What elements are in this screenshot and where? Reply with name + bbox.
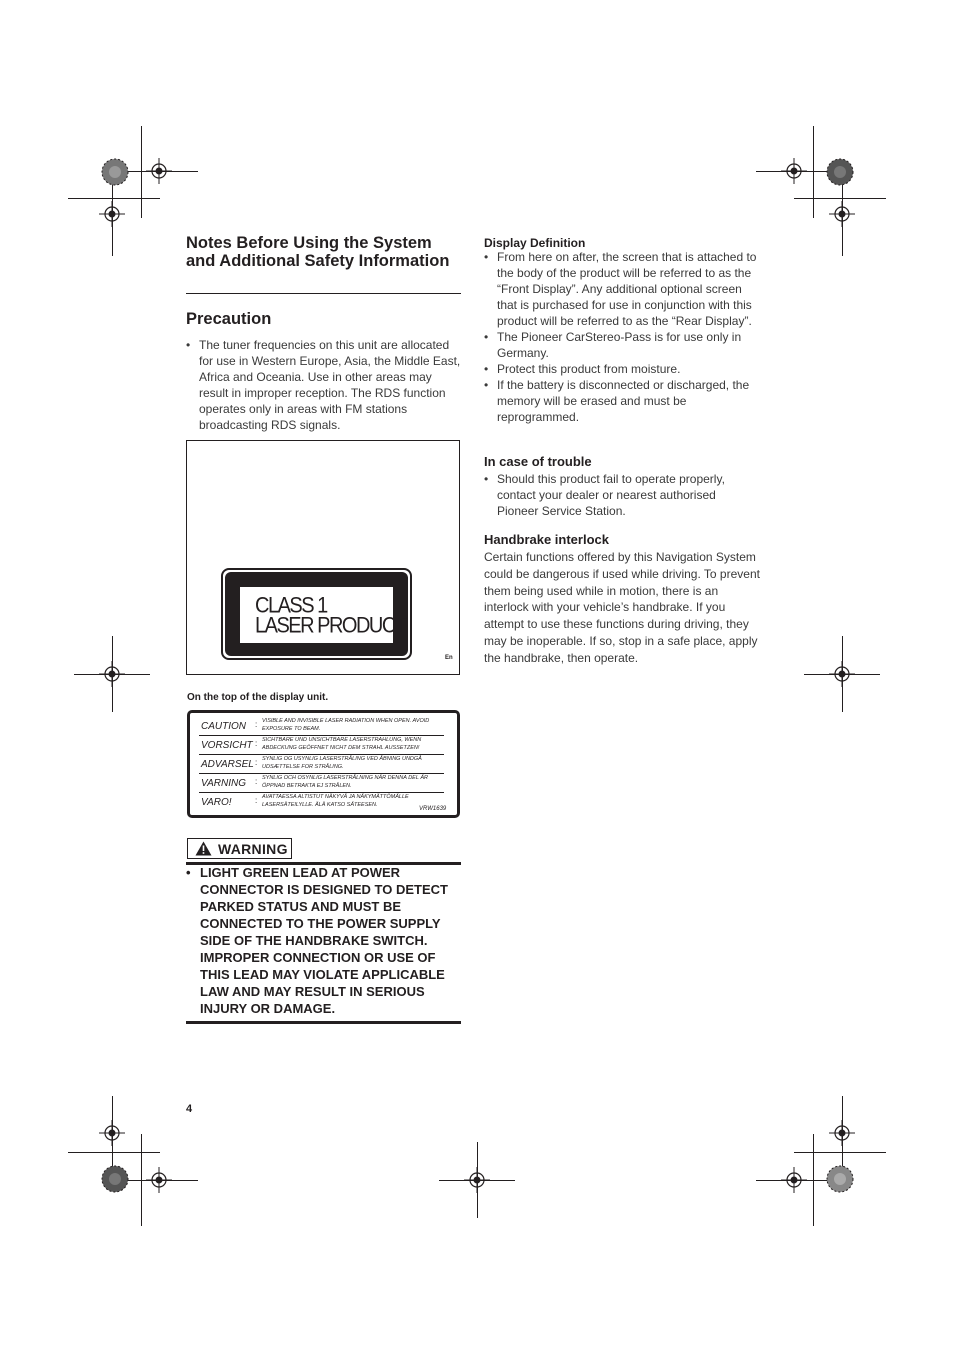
crop-line	[68, 1152, 160, 1153]
label-code: VRW1639	[419, 806, 447, 812]
section-heading-display-definition: Display Definition	[484, 236, 586, 250]
list-item: • Should this product fail to operate properly, contact your dealer or nearest authorised Pioneer Service Station.	[484, 471, 759, 519]
section-heading-handbrake: Handbrake interlock	[484, 532, 609, 547]
warning-list	[186, 864, 462, 1017]
caution-text: AVATTAESSA ALTISTUT NÄKYVÄ JA NÄKYMÄTTÖMÄLLE LASERSÄTEILYLLE. ÄLÄ KATSO SÄTEESEN.	[262, 794, 409, 808]
caution-key: VARO!	[201, 797, 232, 808]
registration-target-icon	[829, 201, 855, 227]
list-item: • From here on after, the screen that is attached to the body of the product will be referred to as the “Front Display”. Any additional optional screen that is purchased for use in conjunction with this product will be referred to as the “Rear Display”.	[484, 249, 759, 329]
page-title: Notes Before Using the System and Additional Safety Information	[186, 234, 450, 270]
language-mark: En	[445, 655, 453, 661]
star-target-icon	[826, 158, 854, 186]
registration-target-icon	[99, 201, 125, 227]
star-target-icon	[826, 1165, 854, 1193]
warning-label: WARNING	[218, 841, 288, 857]
caution-key: VORSICHT	[201, 740, 253, 751]
list-item: • The Pioneer CarStereo-Pass is for use only in Germany.	[484, 329, 759, 361]
laser-label-line-1: CLASS 1	[255, 594, 327, 619]
display-definition-list	[484, 249, 759, 425]
caution-row: VARNING : SYNLIG OCH OSYNLIG LASERSTRÅLNING NÄR DENNA DEL ÄR ÖPPNAD BETRAKTA EJ STRÅLEN.	[199, 773, 444, 793]
registration-target-icon	[99, 661, 125, 687]
laser-label-line-2: LASER PRODUCT	[255, 614, 406, 639]
caution-key: CAUTION	[201, 721, 246, 732]
registration-target-icon	[829, 661, 855, 687]
handbrake-paragraph: Certain functions offered by this Navigation System could be dangerous if used while driving. To prevent them being used while in motion, there is an interlock with your vehicle’s handbrake. If you attempt to use these functions during driving, they may be inoperable. If so, stop in a safe place, apply the handbrake, then operate.	[484, 550, 760, 665]
caution-row: VARO! : AVATTAESSA ALTISTUT NÄKYVÄ JA NÄKYMÄTTÖMÄLLE LASERSÄTEILYLLE. ÄLÄ KATSO SÄTEESEN.	[199, 792, 444, 811]
registration-target-icon	[464, 1167, 490, 1193]
caution-row: CAUTION : VISIBLE AND INVISIBLE LASER RADIATION WHEN OPEN. AVOID EXPOSURE TO BEAM.	[199, 716, 444, 736]
warning-triangle-icon	[195, 841, 212, 856]
crop-line	[68, 198, 160, 199]
caution-row: VORSICHT : SICHTBARE UND UNSICHTBARE LASERSTRAHLUNG, WENN ABDECKUNG GEÖFFNET NICHT DEM STRAHL AUSSETZEN!	[199, 735, 444, 755]
caution-text: SYNLIG OG USYNLIG LASERSTRÅLING VED ÅBNING UNDGÅ UDSÆTTELSE FOR STRÅLING.	[262, 756, 422, 770]
registration-target-icon	[99, 1120, 125, 1146]
registration-target-icon	[829, 1120, 855, 1146]
caution-key: ADVARSEL	[201, 759, 254, 770]
list-item: • Protect this product from moisture.	[484, 361, 759, 377]
heading-divider	[186, 293, 461, 294]
registration-target-icon	[146, 1167, 172, 1193]
caution-text: VISIBLE AND INVISIBLE LASER RADIATION WHEN OPEN. AVOID EXPOSURE TO BEAM.	[262, 718, 430, 732]
crop-line	[141, 126, 142, 218]
warning-badge	[187, 838, 292, 859]
section-heading-precaution: Precaution	[186, 310, 272, 328]
caution-text: SICHTBARE UND UNSICHTBARE LASERSTRAHLUNG, WENN ABDECKUNG GEÖFFNET NICHT DEM STRAHL AUSSETZEN!	[262, 737, 422, 751]
registration-target-icon	[781, 158, 807, 184]
registration-target-icon	[146, 158, 172, 184]
star-target-icon	[101, 158, 129, 186]
trouble-list	[484, 471, 759, 519]
list-item: • The tuner frequencies on this unit are allocated for use in Western Europe, Asia, the Middle East, Africa and Oceania. Use in other areas may result in improper reception. The RDS function operates only in areas with FM stations broadcasting RDS signals.	[186, 337, 462, 433]
star-target-icon	[101, 1165, 129, 1193]
registration-target-icon	[781, 1167, 807, 1193]
page-number: 4	[186, 1103, 193, 1115]
list-item: • If the battery is disconnected or discharged, the memory will be erased and must be reprogrammed.	[484, 377, 759, 425]
caution-key: VARNING	[201, 778, 247, 789]
label-caption: On the top of the display unit.	[187, 692, 329, 703]
crop-line	[794, 198, 886, 199]
warning-rule	[186, 1021, 461, 1024]
caution-text: SYNLIG OCH OSYNLIG LASERSTRÅLNING NÄR DENNA DEL ÄR ÖPPNAD BETRAKTA EJ STRÅLEN.	[262, 775, 428, 789]
caution-row: ADVARSEL : SYNLIG OG USYNLIG LASERSTRÅLING VED ÅBNING UNDGÅ UDSÆTTELSE FOR STRÅLING.	[199, 754, 444, 774]
list-item: • LIGHT GREEN LEAD AT POWER CONNECTOR IS DESIGNED TO DETECT PARKED STATUS AND MUST BE CONNECTED TO THE POWER SUPPLY SIDE OF THE HANDBRAKE SWITCH. IMPROPER CONNECTION OR USE OF THIS LEAD MAY VIOLATE APPLICABLE LAW AND MAY RESULT IN SERIOUS INJURY OR DAMAGE.	[186, 864, 462, 1017]
crop-line	[813, 126, 814, 218]
section-heading-trouble: In case of trouble	[484, 454, 592, 469]
crop-line	[794, 1152, 886, 1153]
precaution-list	[186, 337, 462, 433]
